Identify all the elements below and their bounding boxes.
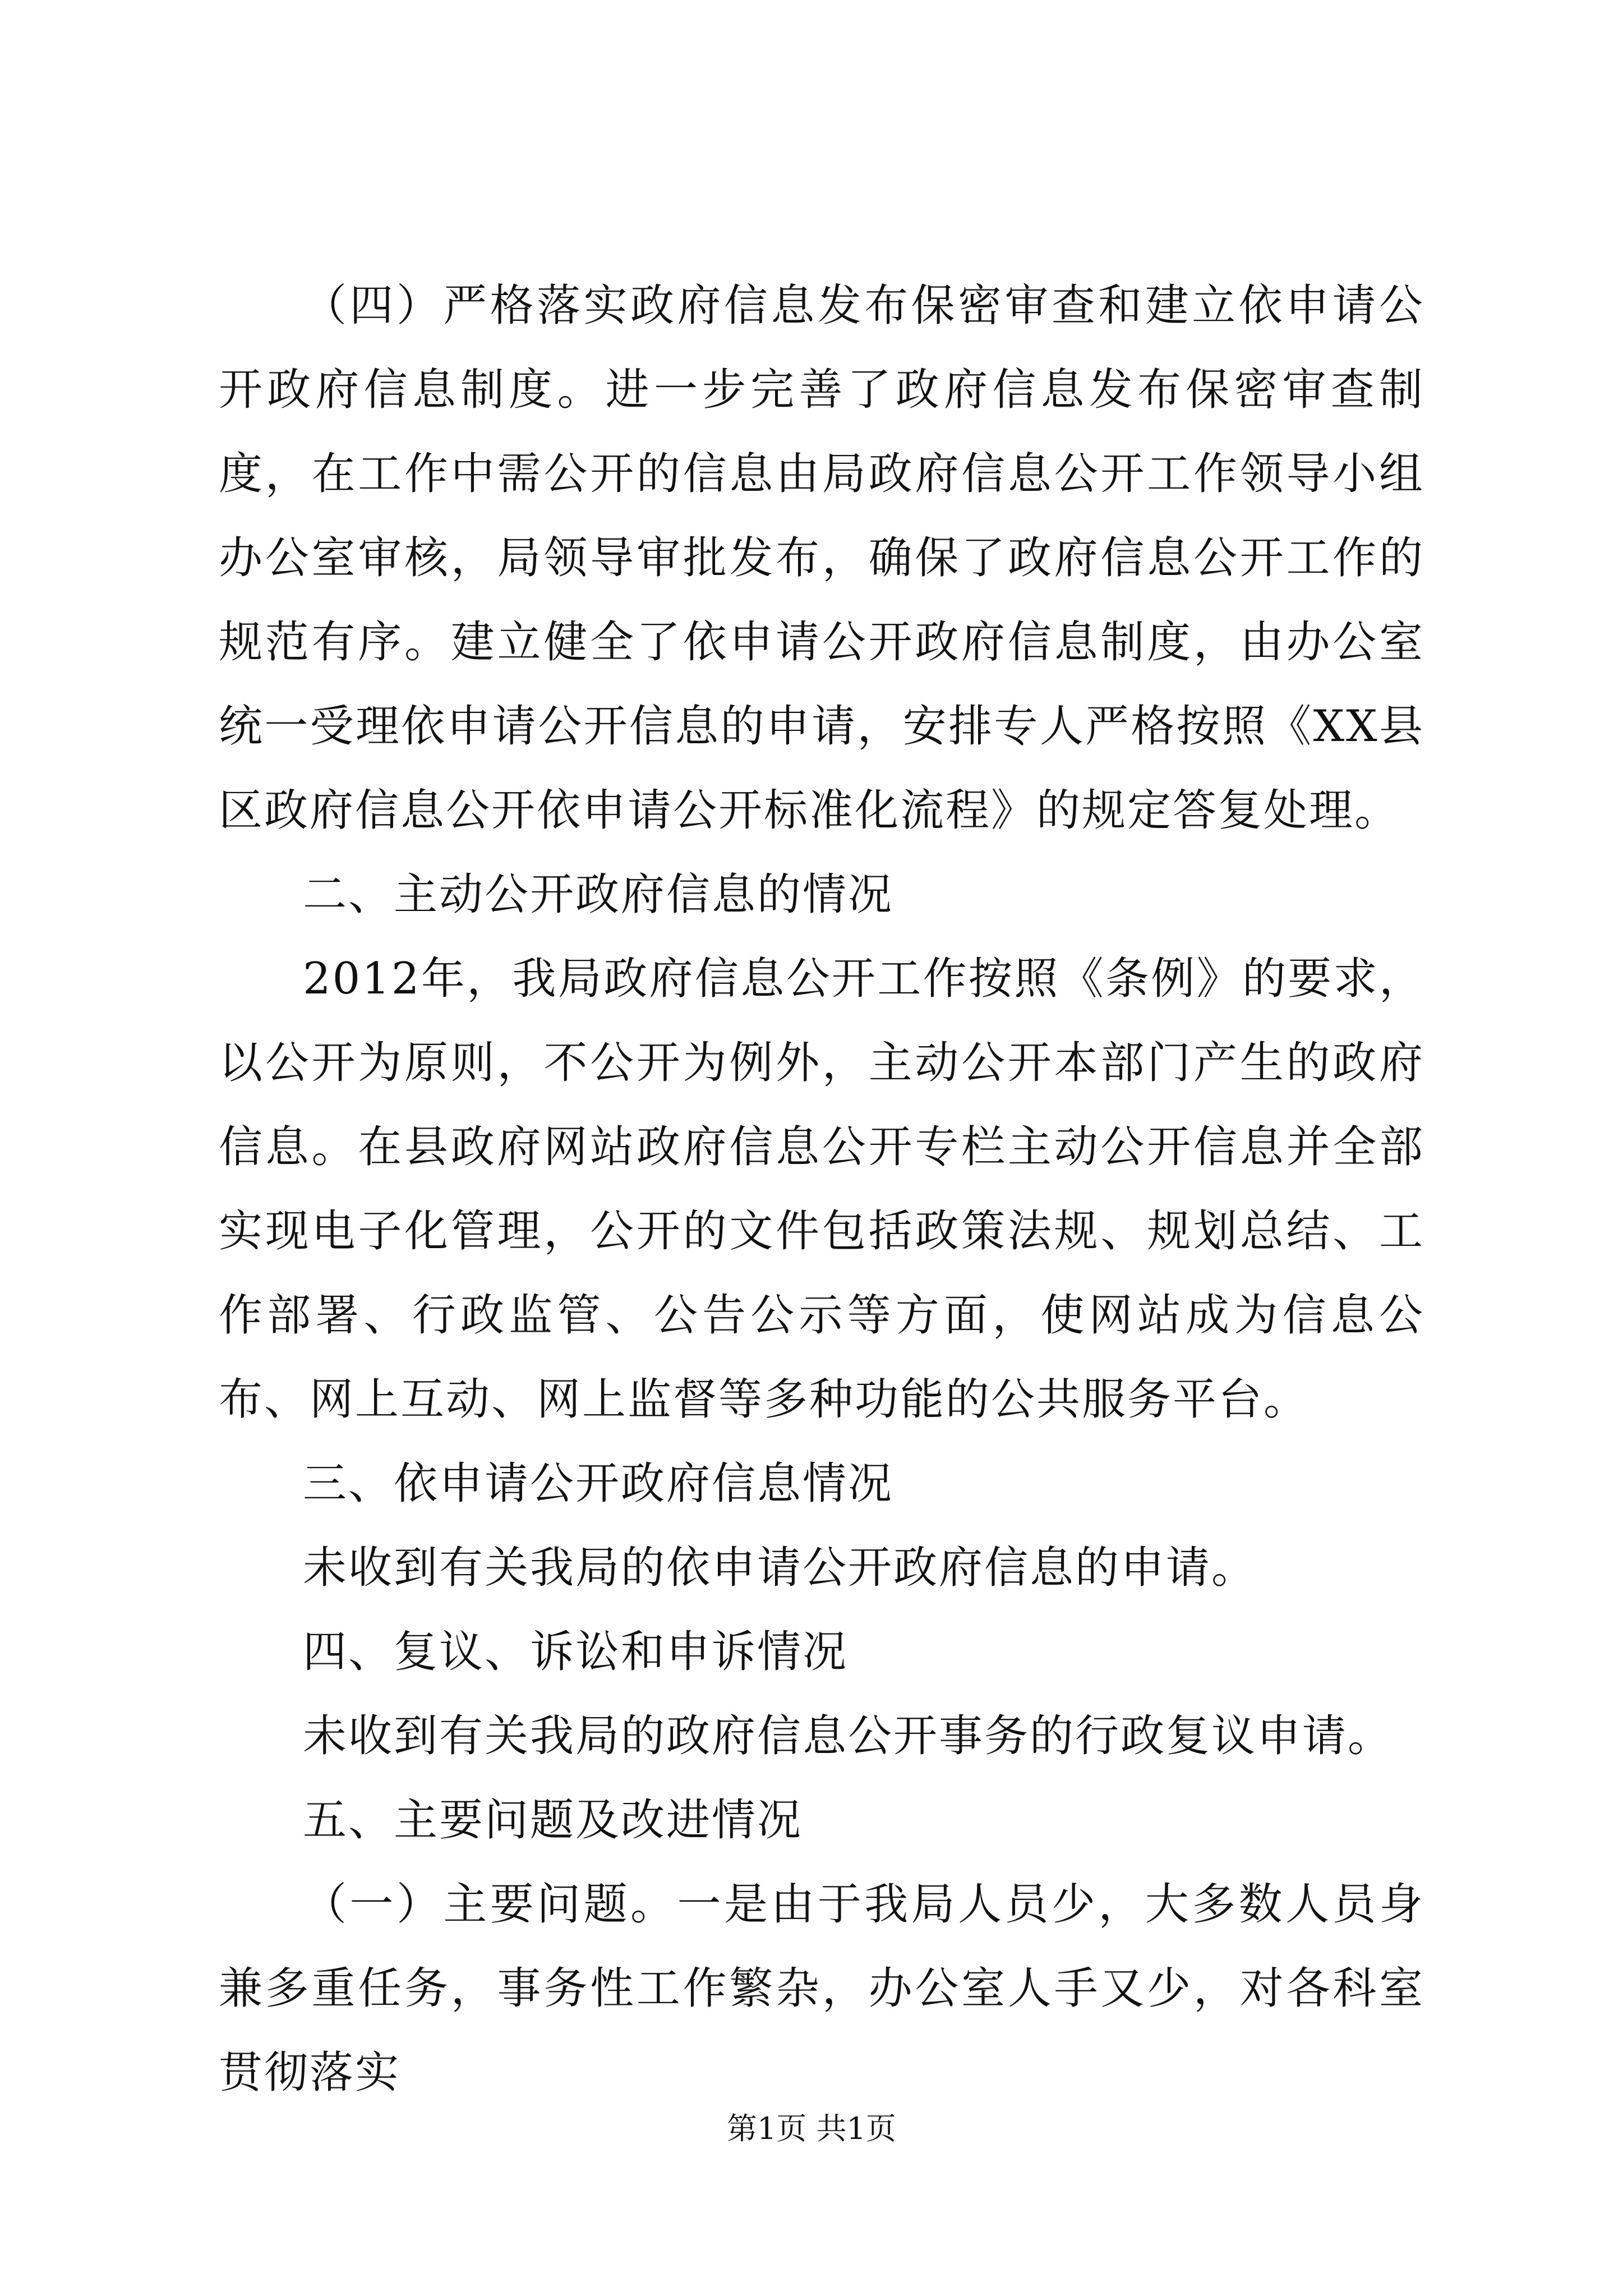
section-heading-problems-improvements: 五、主要问题及改进情况 [303,1795,803,1846]
page-footer: 第1页 共1页 [727,2111,896,2146]
document-body [219,264,1424,2115]
section-heading-proactive-disclosure: 二、主动公开政府信息的情况 [303,869,894,920]
paragraph-main-problems: （一）主要问题。一是由于我局人员少，大多数人员身兼多重任务，事务性工作繁杂，办公室人手又少，对各科室贯彻落实 [219,1879,1424,2098]
section-heading-disclosure-on-request: 三、依申请公开政府信息情况 [303,1458,894,1509]
paragraph-confidentiality-review: （四）严格落实政府信息发布保密审查和建立依申请公开政府信息制度。进一步完善了政府信息发布保密审查制度，在工作中需公开的信息由局政府信息公开工作领导小组办公室审核，局领导审批发布，确保了政府信息公开工作的规范有序。建立健全了依申请公开政府信息制度，由办公室统一受理依申请公开信息的申请，安排专人严格按照《XX县区政府信息公开依申请公开标准化流程》的规定答复处理。 [219,280,1424,836]
paragraph-disclosure-on-request: 未收到有关我局的依申请公开政府信息的申请。 [303,1543,1257,1593]
paragraph-proactive-disclosure: 2012年，我局政府信息公开工作按照《条例》的要求，以公开为原则，不公开为例外，主动公开本部门产生的政府信息。在县政府网站政府信息公开专栏主动公开信息并全部实现电子化管理，公开的文件包括政策法规、规划总结、工作部署、行政监管、公告公示等方面，使网站成为信息公布、网上互动、网上监督等多种功能的公共服务平台。 [219,954,1424,1425]
section-heading-review-litigation: 四、复议、诉讼和申诉情况 [303,1627,849,1677]
paragraph-review-litigation: 未收到有关我局的政府信息公开事务的行政复议申请。 [303,1711,1394,1761]
